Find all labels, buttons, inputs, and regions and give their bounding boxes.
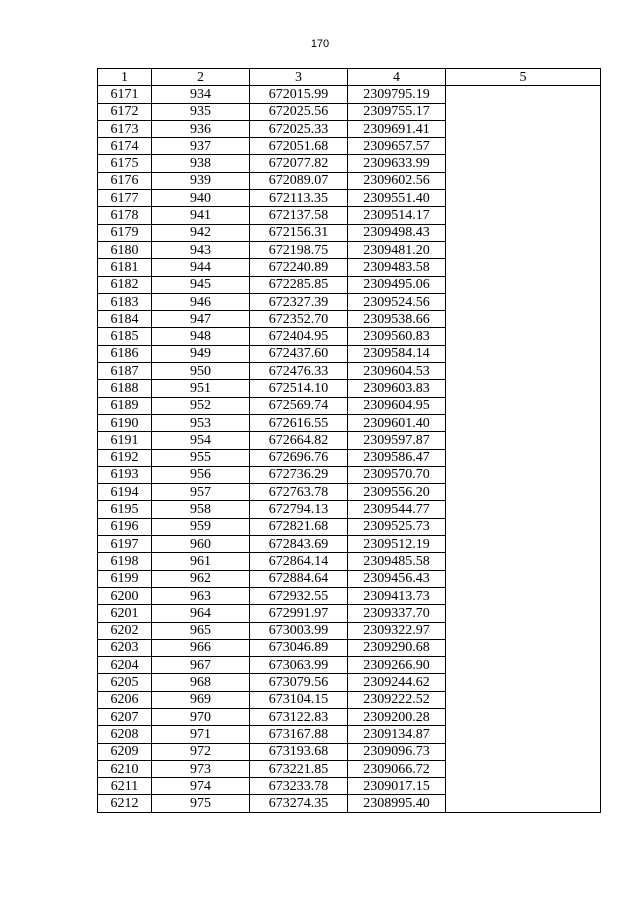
table-cell-col2: 937 [152,138,250,155]
table-cell-col4: 2309544.77 [348,501,446,518]
table-cell-col2: 939 [152,172,250,189]
table-cell-col1: 6207 [98,708,152,725]
table-cell-col1: 6210 [98,760,152,777]
table-cell-col1: 6189 [98,397,152,414]
table-row [98,86,601,103]
table-cell-col3: 672089.07 [250,172,348,189]
table-cell-col3: 672051.68 [250,138,348,155]
table-cell-col3: 672821.68 [250,518,348,535]
table-cell-col4: 2309495.06 [348,276,446,293]
table-cell-col1: 6199 [98,570,152,587]
table-cell-col5 [446,86,601,812]
table-cell-col2: 948 [152,328,250,345]
header-cell-2: 2 [152,69,250,86]
table-cell-col4: 2309498.43 [348,224,446,241]
header-cell-4: 4 [348,69,446,86]
table-cell-col3: 672077.82 [250,155,348,172]
table-cell-col1: 6212 [98,795,152,812]
table-cell-col3: 672794.13 [250,501,348,518]
table-cell-col4: 2308995.40 [348,795,446,812]
table-cell-col2: 951 [152,380,250,397]
table-cell-col1: 6211 [98,778,152,795]
page-number: 170 [310,38,330,50]
table-cell-col3: 673046.89 [250,639,348,656]
table-cell-col3: 672025.56 [250,103,348,120]
table-cell-col2: 935 [152,103,250,120]
table-cell-col1: 6203 [98,639,152,656]
table-cell-col3: 672156.31 [250,224,348,241]
table-cell-col2: 963 [152,587,250,604]
table-cell-col4: 2309322.97 [348,622,446,639]
table-cell-col1: 6195 [98,501,152,518]
table-cell-col3: 672198.75 [250,241,348,258]
table-cell-col4: 2309602.56 [348,172,446,189]
table-cell-col2: 947 [152,311,250,328]
table-cell-col4: 2309200.28 [348,708,446,725]
table-cell-col3: 672285.85 [250,276,348,293]
table-cell-col1: 6193 [98,466,152,483]
table-cell-col1: 6174 [98,138,152,155]
table-cell-col1: 6176 [98,172,152,189]
table-cell-col4: 2309096.73 [348,743,446,760]
table-cell-col4: 2309604.95 [348,397,446,414]
table-cell-col4: 2309514.17 [348,207,446,224]
header-row [98,69,601,86]
table-cell-col1: 6183 [98,293,152,310]
table-cell-col2: 936 [152,120,250,137]
table-cell-col3: 672327.39 [250,293,348,310]
table-cell-col1: 6192 [98,449,152,466]
table-cell-col2: 975 [152,795,250,812]
table-cell-col3: 672864.14 [250,553,348,570]
table-cell-col3: 672514.10 [250,380,348,397]
table-cell-col2: 955 [152,449,250,466]
table-cell-col3: 673003.99 [250,622,348,639]
table-cell-col3: 672025.33 [250,120,348,137]
table-cell-col3: 673104.15 [250,691,348,708]
table-cell-col1: 6178 [98,207,152,224]
table-cell-col3: 672015.99 [250,86,348,103]
header-cell-5: 5 [446,69,601,86]
table-cell-col1: 6184 [98,311,152,328]
table-cell-col2: 941 [152,207,250,224]
table-cell-col2: 942 [152,224,250,241]
table-cell-col4: 2309551.40 [348,190,446,207]
table-cell-col2: 958 [152,501,250,518]
table-cell-col1: 6204 [98,657,152,674]
table-cell-col3: 672843.69 [250,536,348,553]
table-cell-col4: 2309456.43 [348,570,446,587]
table-cell-col3: 672476.33 [250,363,348,380]
table-cell-col1: 6175 [98,155,152,172]
table-cell-col3: 673233.78 [250,778,348,795]
table-cell-col2: 965 [152,622,250,639]
table-cell-col3: 672884.64 [250,570,348,587]
table-cell-col1: 6187 [98,363,152,380]
table-cell-col1: 6177 [98,190,152,207]
table-cell-col2: 970 [152,708,250,725]
table-cell-col2: 960 [152,536,250,553]
table-cell-col2: 949 [152,345,250,362]
table-cell-col2: 946 [152,293,250,310]
table-cell-col2: 964 [152,605,250,622]
table-cell-col4: 2309525.73 [348,518,446,535]
table-cell-col2: 950 [152,363,250,380]
table-cell-col3: 673274.35 [250,795,348,812]
table-cell-col4: 2309556.20 [348,484,446,501]
table-cell-col4: 2309584.14 [348,345,446,362]
table-cell-col3: 672763.78 [250,484,348,501]
table-cell-col4: 2309290.68 [348,639,446,656]
table-cell-col4: 2309597.87 [348,432,446,449]
table-cell-col2: 952 [152,397,250,414]
table-body [98,86,601,812]
table-cell-col2: 956 [152,466,250,483]
table-cell-col2: 966 [152,639,250,656]
table-cell-col3: 672664.82 [250,432,348,449]
table-cell-col1: 6172 [98,103,152,120]
table-cell-col1: 6185 [98,328,152,345]
table-cell-col1: 6201 [98,605,152,622]
table-cell-col3: 673122.83 [250,708,348,725]
table-cell-col2: 953 [152,414,250,431]
table-cell-col3: 673063.99 [250,657,348,674]
table-cell-col2: 968 [152,674,250,691]
table-cell-col3: 672736.29 [250,466,348,483]
table-cell-col4: 2309657.57 [348,138,446,155]
table-cell-col3: 673167.88 [250,726,348,743]
table-cell-col2: 959 [152,518,250,535]
table-cell-col3: 673079.56 [250,674,348,691]
table-cell-col2: 934 [152,86,250,103]
table-cell-col4: 2309538.66 [348,311,446,328]
table-cell-col4: 2309604.53 [348,363,446,380]
table-cell-col4: 2309222.52 [348,691,446,708]
table-cell-col3: 672113.35 [250,190,348,207]
table-cell-col1: 6182 [98,276,152,293]
table-cell-col4: 2309601.40 [348,414,446,431]
table-cell-col2: 972 [152,743,250,760]
table-cell-col1: 6188 [98,380,152,397]
table-cell-col3: 672696.76 [250,449,348,466]
header-cell-3: 3 [250,69,348,86]
table-cell-col2: 973 [152,760,250,777]
table-cell-col1: 6202 [98,622,152,639]
table-cell-col4: 2309134.87 [348,726,446,743]
table-cell-col1: 6181 [98,259,152,276]
table-cell-col2: 969 [152,691,250,708]
table-cell-col1: 6179 [98,224,152,241]
table-cell-col4: 2309755.17 [348,103,446,120]
table-cell-col4: 2309570.70 [348,466,446,483]
table-cell-col1: 6209 [98,743,152,760]
table-cell-col4: 2309512.19 [348,536,446,553]
table-cell-col2: 944 [152,259,250,276]
table-cell-col1: 6205 [98,674,152,691]
table-cell-col1: 6180 [98,241,152,258]
table-cell-col1: 6198 [98,553,152,570]
table-cell-col4: 2309266.90 [348,657,446,674]
table-cell-col4: 2309485.58 [348,553,446,570]
table-cell-col3: 673221.85 [250,760,348,777]
table-cell-col1: 6206 [98,691,152,708]
table-cell-col4: 2309524.56 [348,293,446,310]
table-cell-col4: 2309337.70 [348,605,446,622]
table-cell-col3: 672991.97 [250,605,348,622]
table-header [98,69,601,86]
table-cell-col1: 6173 [98,120,152,137]
table-cell-col3: 673193.68 [250,743,348,760]
table-cell-col2: 971 [152,726,250,743]
table-cell-col1: 6208 [98,726,152,743]
table-cell-col3: 672352.70 [250,311,348,328]
table-cell-col4: 2309483.58 [348,259,446,276]
table-cell-col1: 6197 [98,536,152,553]
table-cell-col4: 2309586.47 [348,449,446,466]
table-cell-col4: 2309795.19 [348,86,446,103]
table-cell-col3: 672437.60 [250,345,348,362]
table-cell-col2: 974 [152,778,250,795]
table-cell-col4: 2309691.41 [348,120,446,137]
table-cell-col4: 2309413.73 [348,587,446,604]
table-cell-col2: 957 [152,484,250,501]
table-cell-col2: 943 [152,241,250,258]
table-cell-col4: 2309017.15 [348,778,446,795]
table-cell-col4: 2309560.83 [348,328,446,345]
table-cell-col2: 940 [152,190,250,207]
table-cell-col4: 2309633.99 [348,155,446,172]
table-cell-col1: 6190 [98,414,152,431]
table-cell-col1: 6194 [98,484,152,501]
table-cell-col3: 672569.74 [250,397,348,414]
header-cell-1: 1 [98,69,152,86]
table-cell-col3: 672404.95 [250,328,348,345]
table-cell-col4: 2309603.83 [348,380,446,397]
table-cell-col1: 6191 [98,432,152,449]
table-cell-col1: 6171 [98,86,152,103]
table-cell-col3: 672616.55 [250,414,348,431]
table-cell-col1: 6200 [98,587,152,604]
table-cell-col3: 672240.89 [250,259,348,276]
table-cell-col4: 2309481.20 [348,241,446,258]
table-cell-col1: 6186 [98,345,152,362]
table-cell-col4: 2309066.72 [348,760,446,777]
table-cell-col2: 938 [152,155,250,172]
table-cell-col2: 967 [152,657,250,674]
table-cell-col3: 672137.58 [250,207,348,224]
coordinates-table [97,68,601,813]
table-cell-col2: 954 [152,432,250,449]
table-cell-col2: 961 [152,553,250,570]
table-cell-col4: 2309244.62 [348,674,446,691]
table-cell-col1: 6196 [98,518,152,535]
table-cell-col2: 962 [152,570,250,587]
table-cell-col2: 945 [152,276,250,293]
table-cell-col3: 672932.55 [250,587,348,604]
